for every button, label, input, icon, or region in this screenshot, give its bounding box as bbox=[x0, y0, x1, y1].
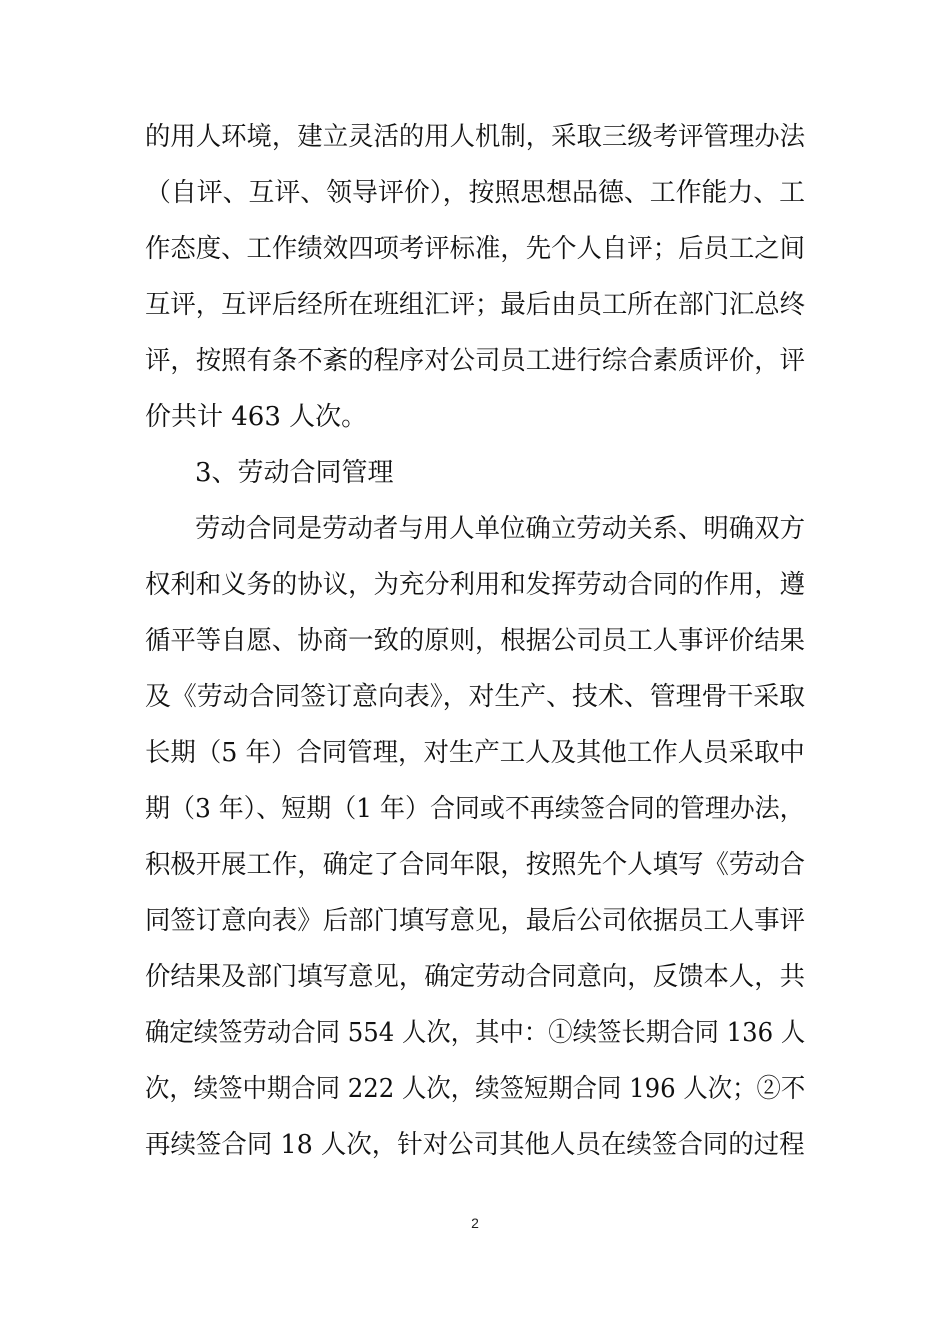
text-line: 及《劳动合同签订意向表》，对生产、技术、管理骨干采取 bbox=[145, 682, 806, 712]
text-line: 的用人环境，建立灵活的用人机制，采取三级考评管理办法 bbox=[145, 122, 806, 152]
text-line: （自评、互评、领导评价），按照思想品德、工作能力、工 bbox=[145, 178, 806, 208]
text-line: 同签订意向表》后部门填写意见，最后公司依据员工人事评 bbox=[145, 906, 806, 936]
text-line: 次，续签中期合同 222 人次，续签短期合同 196 人次；②不 bbox=[145, 1074, 806, 1104]
text-line: 确定续签劳动合同 554 人次，其中：①续签长期合同 136 人 bbox=[145, 1018, 806, 1048]
text-line: 积极开展工作，确定了合同年限，按照先个人填写《劳动合 bbox=[145, 850, 806, 880]
text-line: 评，按照有条不紊的程序对公司员工进行综合素质评价，评 bbox=[145, 346, 806, 376]
text-line: 循平等自愿、协商一致的原则，根据公司员工人事评价结果 bbox=[145, 626, 806, 656]
text-line: 长期（5 年）合同管理，对生产工人及其他工作人员采取中 bbox=[145, 738, 805, 768]
text-line: 作态度、工作绩效四项考评标准，先个人自评；后员工之间 bbox=[145, 234, 806, 264]
page-number: 2 bbox=[471, 1215, 479, 1231]
text-line: 价结果及部门填写意见，确定劳动合同意向，反馈本人，共 bbox=[145, 962, 806, 992]
text-line: 价共计 463 人次。 bbox=[145, 402, 368, 432]
section-heading: 3、劳动合同管理 bbox=[195, 458, 394, 488]
text-line: 期（3 年）、短期（1 年）合同或不再续签合同的管理办法， bbox=[145, 794, 805, 824]
text-line: 互评，互评后经所在班组汇评；最后由员工所在部门汇总终 bbox=[145, 290, 806, 320]
text-line: 劳动合同是劳动者与用人单位确立劳动关系、明确双方 bbox=[195, 514, 806, 544]
text-line: 权利和义务的协议，为充分利用和发挥劳动合同的作用，遵 bbox=[145, 570, 806, 600]
text-line: 再续签合同 18 人次，针对公司其他人员在续签合同的过程 bbox=[145, 1130, 805, 1160]
